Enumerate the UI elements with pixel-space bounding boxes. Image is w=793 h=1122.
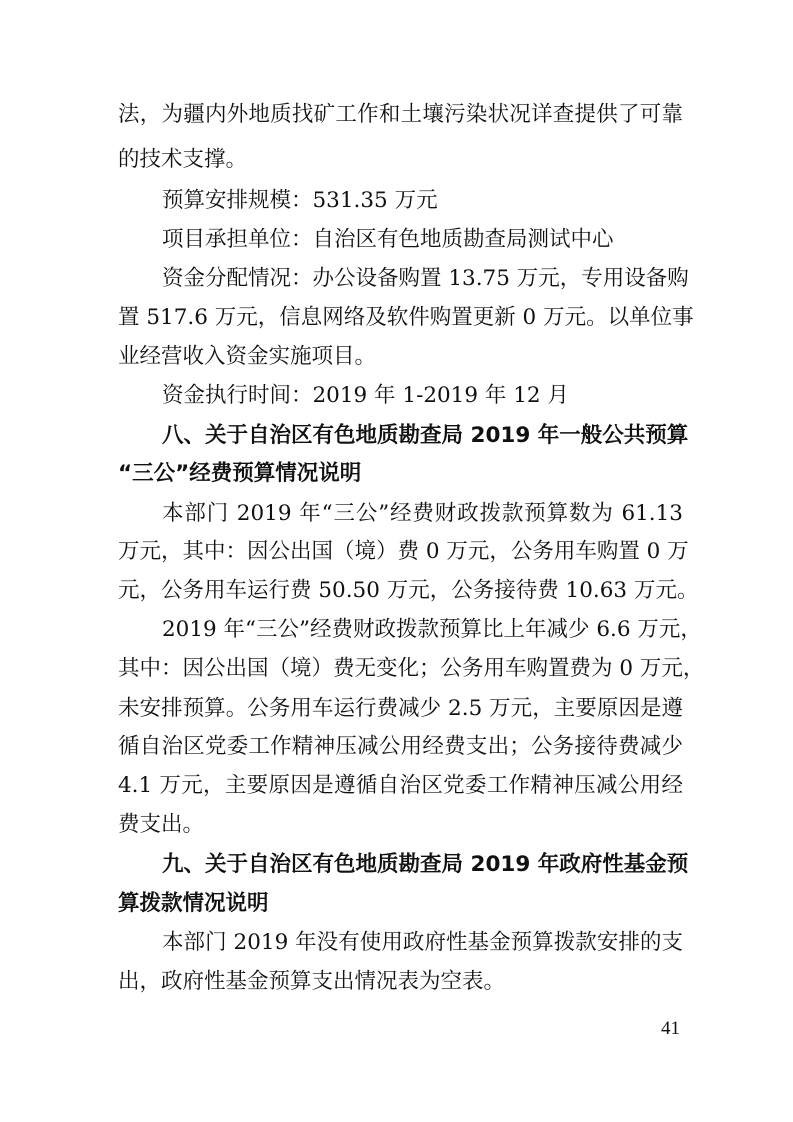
section-8-heading-line-2: “三公”经费预算情况说明 — [118, 461, 362, 486]
paragraph-1-line-1: 法，为疆内外地质找矿工作和土壤污染状况详查提供了可靠 — [118, 102, 683, 127]
section-8-para-2-line-4: 循自治区党委工作精神压减公用经费支出；公务接待费减少 — [118, 734, 683, 759]
section-8-para-2-line-3: 未安排预算。公务用车运行费减少 2.5 万元，主要原因是遵 — [118, 696, 683, 721]
section-8-para-1-line-3: 元，公务用车运行费 50.50 万元，公务接待费 10.63 万元。 — [118, 578, 699, 603]
section-8-para-2-line-5: 4.1 万元，主要原因是遵循自治区党委工作精神压减公用经 — [118, 773, 683, 798]
section-8-heading-line-1: 八、关于自治区有色地质勘查局 2019 年一般公共预算 — [162, 423, 689, 448]
fund-allocation-line-1: 资金分配情况：办公设备购置 13.75 万元，专用设备购 — [162, 266, 689, 291]
fund-allocation-line-3: 业经营收入资金实施项目。 — [118, 344, 377, 369]
section-9-heading-line-2: 算拨款情况说明 — [118, 891, 269, 916]
execution-time-line: 资金执行时间：2019 年 1-2019 年 12 月 — [162, 383, 569, 408]
paragraph-1-line-2: 的技术支撑。 — [118, 147, 248, 172]
section-8-para-2-line-2: 其中：因公出国（境）费无变化；公务用车购置费为 0 万元， — [118, 656, 705, 681]
budget-scale-line: 预算安排规模：531.35 万元 — [162, 188, 438, 213]
section-8-para-2-line-6: 费支出。 — [118, 812, 205, 837]
project-unit-line: 项目承担单位：自治区有色地质勘查局测试中心 — [162, 227, 614, 252]
page-number: 41 — [661, 1018, 680, 1039]
section-9-para-line-2: 出，政府性基金预算支出情况表为空表。 — [118, 969, 506, 994]
fund-allocation-line-2: 置 517.6 万元，信息网络及软件购置更新 0 万元。以单位事 — [118, 305, 694, 330]
section-9-heading-line-1: 九、关于自治区有色地质勘查局 2019 年政府性基金预 — [162, 852, 689, 877]
section-8-para-1-line-1: 本部门 2019 年“三公”经费财政拨款预算数为 61.13 — [162, 501, 683, 526]
section-8-para-1-line-2: 万元，其中：因公出国（境）费 0 万元，公务用车购置 0 万 — [118, 539, 689, 564]
section-8-para-2-line-1: 2019 年“三公”经费财政拨款预算比上年减少 6.6 万元， — [162, 617, 702, 642]
section-9-para-line-1: 本部门 2019 年没有使用政府性基金预算拨款安排的支 — [162, 930, 683, 955]
